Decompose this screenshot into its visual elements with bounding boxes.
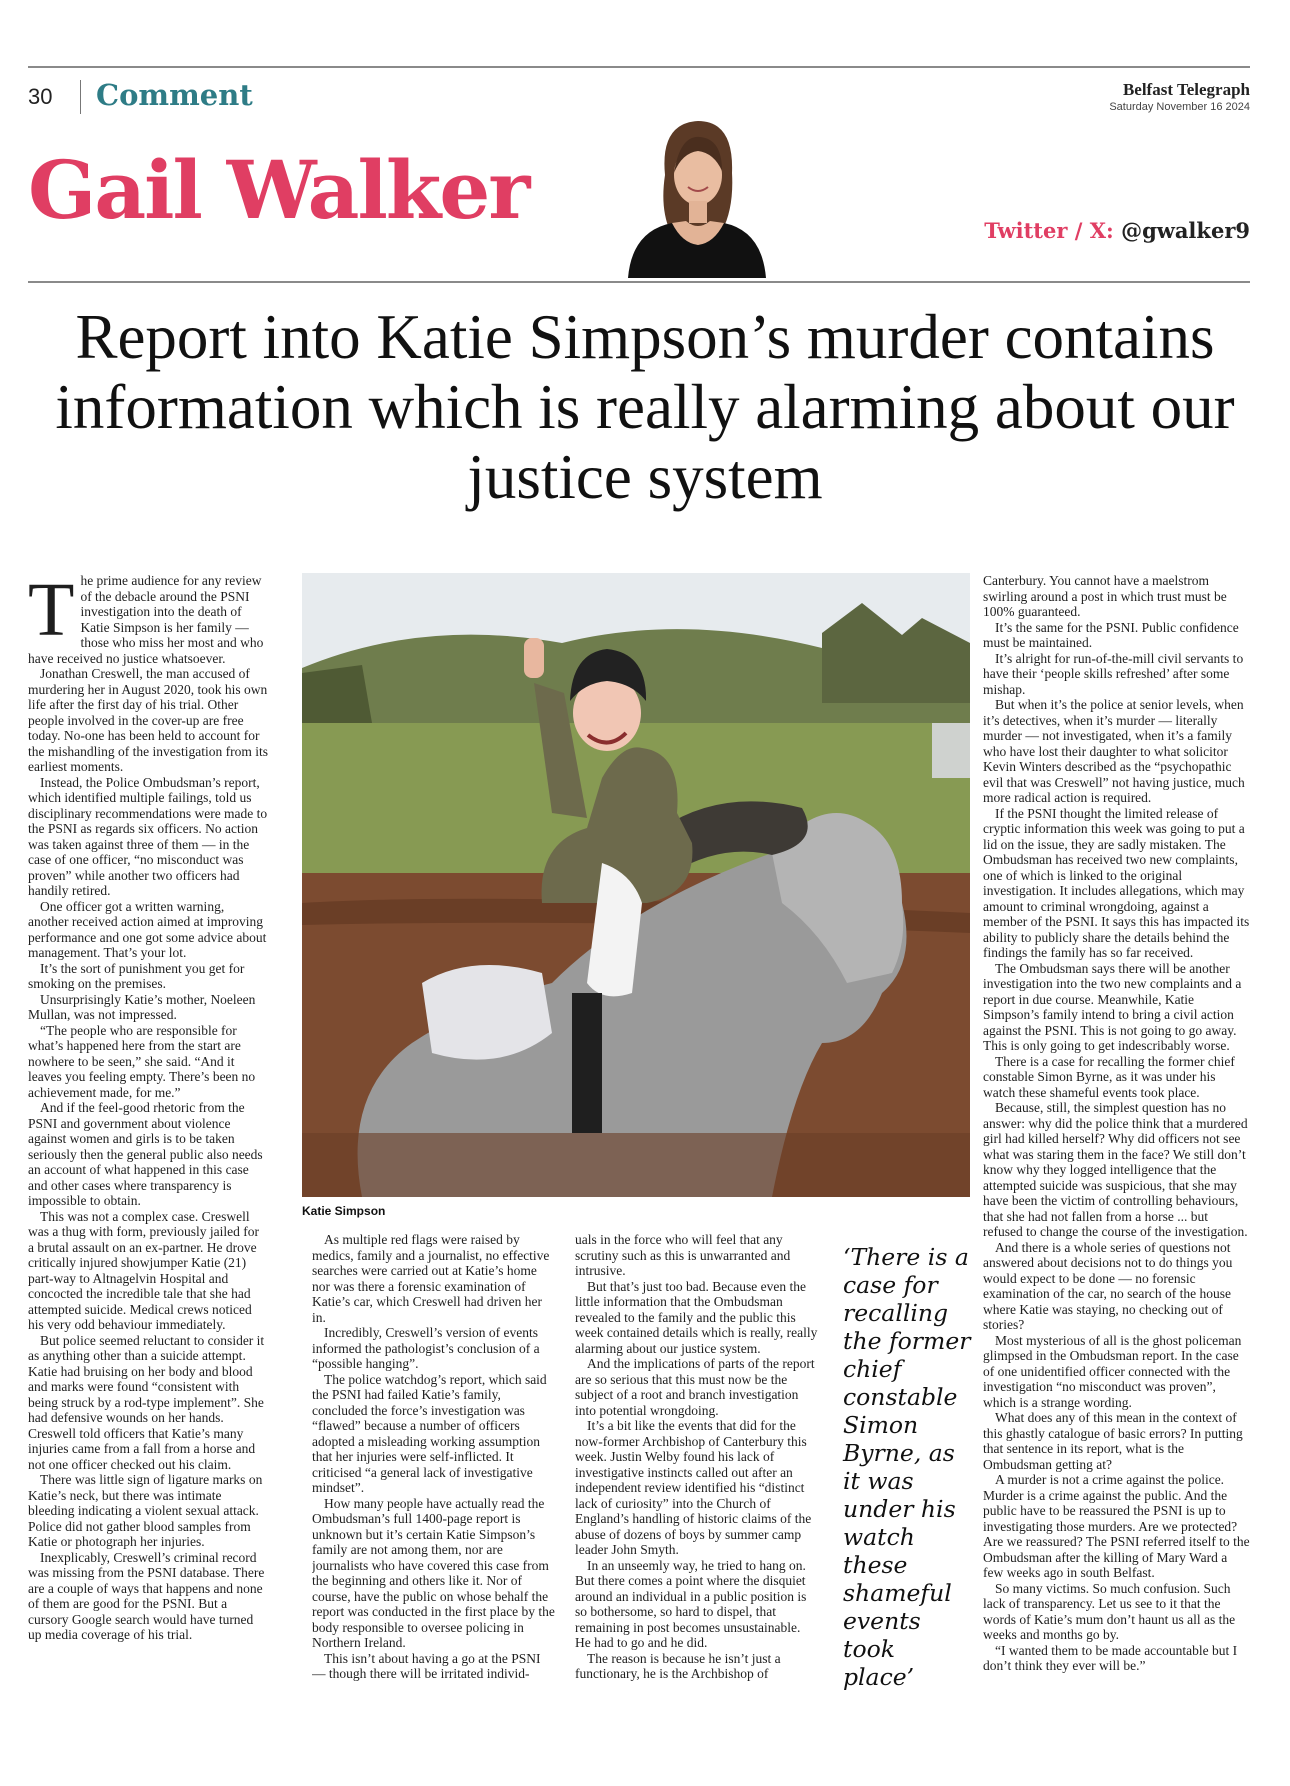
paragraph: Because, still, the simplest question has no answer: why did the police think that a murdered girl had killed herself? Why did officers not see what was staring them in the face? We still don’t know why they logged intelligence that the attempted suicide was suspicious, that she may have been the victim of controlling behaviours, that she had not fallen from a horse ... but refused to change the course of the investigation.: [983, 1100, 1248, 1239]
page-number: 30: [28, 84, 53, 109]
paragraph: Instead, the Police Ombudsman’s report, which identified multiple failings, told us disciplinary recommendations were made to the PSNI as regards six officers. No action was taken against three of them — in the case of one officer, “no misconduct was proven” while another two officers had handily retired.: [28, 774, 268, 898]
paragraph: How many people have actually read the Ombudsman’s full 1400-page report is unknown but it’s certain Katie Simpson’s family are not among them, nor are journalists who have covered this case from the beginning and others like it. Nor of course, have the public on whose behalf the report was conducted in the first place by the body responsible to oversee policing in Northern Ireland.: [312, 1495, 555, 1650]
paragraph: But police seemed reluctant to consider it as anything other than a suicide attempt. Katie had bruising on her body and blood and marks were found “consistent with being struck by a rod-type implement”. She had defensive wounds on her hands. Creswell told officers that Katie’s many injuries came from a fall from a horse and not one officer checked out his claim.: [28, 1332, 265, 1472]
paragraph: There is a case for recalling the former chief constable Simon Byrne, as it was under his watch these shameful events took place.: [983, 1053, 1235, 1100]
article-column-3: [575, 1232, 818, 1708]
paragraph: Unsurprisingly Katie’s mother, Noeleen Mullan, was not impressed.: [28, 991, 256, 1022]
paragraph: So many victims. So much confusion. Such lack of transparency. Let us see to it that the words of Katie’s mum don’t haunt us all as the weeks and months go by.: [983, 1580, 1236, 1642]
section-title: Comment: [96, 78, 253, 112]
paragraph: Incredibly, Creswell’s version of events informed the pathologist’s conclusion of a “possible hanging”.: [312, 1325, 540, 1371]
paragraph: It’s a bit like the events that did for the now-former Archbishop of Canterbury this week. Justin Welby found his lack of investigative instincts called out after an independent review identified his “distinct lack of curiosity” into the Church of England’s handling of historic claims of the abuse of dozens of boys by summer camp leader John Smyth.: [575, 1418, 812, 1557]
article-column-2: [312, 1232, 555, 1708]
lead-paragraph: The prime audience for any review of the debacle around the PSNI investigation into the death of Katie Simpson is her family — those who miss her most and who have received no justice whatsoever.: [28, 573, 264, 666]
paragraph: Most mysterious of all is the ghost policeman glimpsed in the Ombudsman report. In the case of one unidentified officer connected with the investigation “no misconduct was proven”, which is a strange wording.: [983, 1332, 1242, 1410]
publication-date: Saturday November 16 2024: [1109, 101, 1250, 113]
masthead: Belfast Telegraph: [1122, 80, 1250, 99]
paragraph: It’s the sort of punishment you get for smoking on the premises.: [28, 960, 245, 991]
paragraph: As multiple red flags were raised by medics, family and a journalist, no effective searches were carried out at Katie’s home nor was there a forensic examination of Katie’s car, which Creswell had driven her in.: [312, 1232, 550, 1325]
top-rule: [28, 66, 1250, 68]
paragraph: It’s the same for the PSNI. Public confidence must be maintained.: [983, 619, 1239, 650]
paragraph: The reason is because he isn’t just a functionary, he is the Archbishop of: [575, 1650, 781, 1681]
paragraph: But that’s just too bad. Because even the little information that the Ombudsman revealed to the family and the public this week contained details which is really, really alarming about our justice system.: [575, 1278, 818, 1356]
paragraph: Canterbury. You cannot have a maelstrom swirling around a post in which trust must be 100% guaranteed.: [983, 573, 1227, 619]
article-photo: [302, 573, 970, 1197]
paragraph: And there is a whole series of questions not answered about decisions not to do things you would expect to be done — no forensic examination of the car, no search of the house where Katie was staying, no checking out of stories?: [983, 1239, 1233, 1332]
paragraph: If the PSNI thought the limited release of cryptic information this week was going to put a lid on the issue, they are sadly mistaken. The Ombudsman has received two new complaints, one of which is linked to the original investigation. It includes allegations, which may amount to criminal wrongdoing, against a member of the PSNI. It says this has impacted its ability to publicly share the details behind the findings the family has so far received.: [983, 805, 1250, 960]
columnist-portrait: [610, 113, 780, 278]
paragraph: And if the feel-good rhetoric from the PSNI and government about violence against women and girls is to be taken seriously then the general public also needs an account of what happened in this case and other cases where transparency is impossible to obtain.: [28, 1100, 263, 1208]
paragraph: There was little sign of ligature marks on Katie’s neck, but there was intimate bleeding indicating a violent sexual attack. Police did not gather blood samples from Katie or photograph her injuries.: [28, 1472, 263, 1549]
columnist-name: Gail Walker: [28, 143, 529, 237]
paragraph: One officer got a written warning, another received action aimed at improving performance and one got some advice about management. That’s your lot.: [28, 898, 267, 960]
social-handle: [984, 218, 1250, 243]
pull-quote: ‘There is a case for recalling the former chief constable Simon Byrne, as it was under his watch these shameful events took place’: [843, 1243, 971, 1691]
paragraph: And the implications of parts of the report are so serious that this must now be the subject of a root and branch investigation into potential wrongdoing.: [575, 1356, 815, 1418]
paragraph: It’s alright for run-of-the-mill civil servants to have their ‘people skills refreshed’ after some mishap.: [983, 650, 1244, 697]
twitter-handle[interactable]: @gwalker9: [1121, 218, 1250, 243]
paragraph: Inexplicably, Creswell’s criminal record was missing from the PSNI database. There are a couple of ways that happens and none of them are good for the PSNI. But a cursory Google search would have turned up media coverage of his trial.: [28, 1549, 265, 1642]
article-column-4: [983, 573, 1250, 1708]
article-column-1: [28, 573, 268, 1708]
header-divider: [80, 80, 81, 114]
photo-caption: Katie Simpson: [302, 1204, 386, 1218]
paragraph: A murder is not a crime against the police. Murder is a crime against the public. And the public have to be reassured the PSNI is up to investigating those murders. Are we protected? Are we reassured? The PSNI referred itself to the Ombudsman after the killing of Mary Ward a few weeks ago in south Belfast.: [983, 1472, 1250, 1580]
drop-cap: T: [28, 573, 75, 652]
paragraph: uals in the force who will feel that any scrutiny such as this is unwarranted and intrusive.: [575, 1232, 791, 1278]
paragraph: In an unseemly way, he tried to hang on. But there comes a point where the disquiet around an individual in a public position is so bothersome, so hard to dispel, that remaining in post becomes unsustainable. He had to go and he did.: [575, 1557, 807, 1650]
paragraph: What does any of this mean in the context of this ghastly catalogue of basic errors? In putting that sentence in its report, what is the Ombudsman getting at?: [983, 1410, 1243, 1472]
paragraph: The police watchdog’s report, which said the PSNI had failed Katie’s family, concluded the force’s investigation was “flawed” because a number of officers adopted a misleading working assumption that her injuries were self-inflicted. It criticised “a general lack of investigative mindset”.: [312, 1371, 547, 1495]
social-label: Twitter / X:: [984, 218, 1114, 243]
paragraph: But when it’s the police at senior levels, when it’s detectives, when it’s murder — literally murder — not investigated, when it’s a family who have lost their daughter to what solicitor Kevin Winters described as the “psychopathic evil that was Creswell” not having justice, much more radical action is required.: [983, 697, 1245, 805]
paragraph: “I wanted them to be made accountable but I don’t think they ever will be.”: [983, 1642, 1238, 1673]
paragraph: This was not a complex case. Creswell was a thug with form, previously jailed for a brutal assault on an ex-partner. He drove critically injured showjumper Katie (21) part-way to Altnagelvin Hospital and concocted the incredible tale that she had attempted suicide. Medical crews noticed his very odd behaviour immediately.: [28, 1208, 259, 1332]
paragraph: Jonathan Creswell, the man accused of murdering her in August 2020, took his own life after the first day of his trial. Other people involved in the cover-up are free today. No-one has been held to account for the mishandling of the investigation from its earliest moments.: [28, 666, 268, 774]
paragraph: “The people who are responsible for what’s happened here from the start are nowhere to be seen,” she said. “And it leaves you feeling empty. There’s been no achievement made, for me.”: [28, 1022, 256, 1100]
paragraph: The Ombudsman says there will be another investigation into the two new complaints and a report in due course. Meanwhile, Katie Simpson’s family intend to bring a civil action against the PSNI. This is not going to go away. This is only going to get indescribably worse.: [983, 960, 1242, 1053]
paragraph: This isn’t about having a go at the PSNI — though there will be irritated individ-: [312, 1650, 541, 1681]
headline: Report into Katie Simpson’s murder contains information which is really alarming about our justice system: [55, 302, 1235, 512]
byline-rule: [28, 281, 1250, 283]
